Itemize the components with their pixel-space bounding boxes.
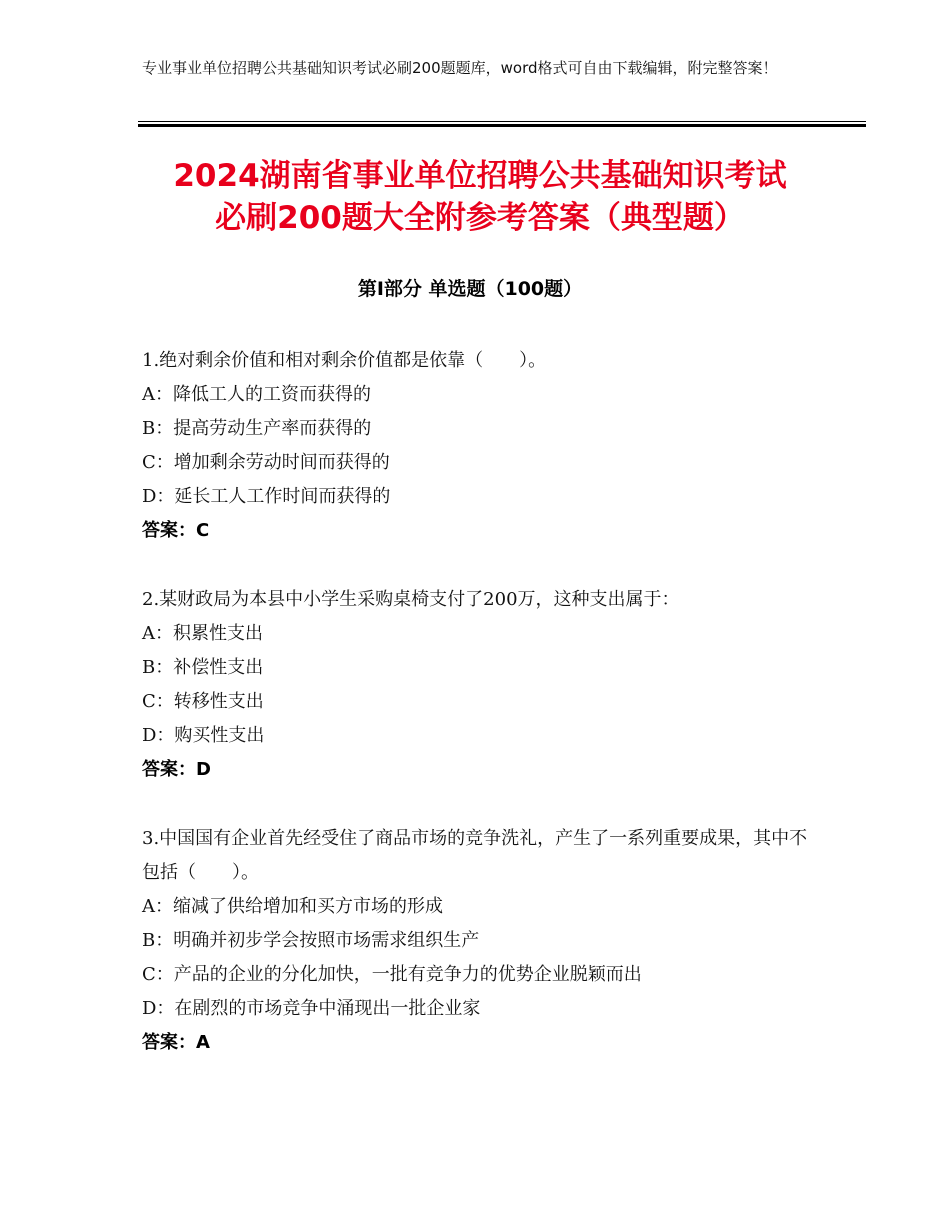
option-b: B：补偿性支出 — [142, 657, 264, 678]
option-b: B：明确并初步学会按照市场需求组织生产 — [142, 930, 480, 951]
header-divider-thin — [138, 121, 866, 122]
question-2 — [142, 583, 812, 787]
option-b: B：提高劳动生产率而获得的 — [142, 418, 372, 439]
header-divider-thick — [138, 124, 866, 127]
document-title-line-2: 必刷200题大全附参考答案（典型题） — [215, 200, 745, 236]
answer-label: 答案：D — [142, 759, 211, 780]
option-a: A：降低工人的工资而获得的 — [142, 384, 371, 405]
question-stem: 1.绝对剩余价值和相对剩余价值都是依靠（ ）。 — [142, 350, 547, 371]
document-title — [100, 155, 860, 239]
option-d: D：购买性支出 — [142, 725, 265, 746]
option-a: A：缩减了供给增加和买方市场的形成 — [142, 896, 443, 917]
answer-label: 答案：C — [142, 520, 210, 541]
question-1 — [142, 344, 812, 548]
option-d: D：在剧烈的市场竞争中涌现出一批企业家 — [142, 998, 481, 1019]
option-c: C：产品的企业的分化加快，一批有竞争力的优势企业脱颖而出 — [142, 964, 642, 985]
option-a: A：积累性支出 — [142, 623, 263, 644]
header-note: 专业事业单位招聘公共基础知识考试必刷200题题库，word格式可自由下载编辑，附完整答案！ — [142, 59, 778, 77]
document-title-line-1: 2024湖南省事业单位招聘公共基础知识考试 — [173, 158, 787, 194]
option-d: D：延长工人工作时间而获得的 — [142, 486, 391, 507]
option-c: C：增加剩余劳动时间而获得的 — [142, 452, 390, 473]
question-stem: 2.某财政局为本县中小学生采购桌椅支付了200万，这种支出属于： — [142, 589, 680, 610]
section-heading: 第Ⅰ部分 单选题（100题） — [357, 278, 583, 300]
option-c: C：转移性支出 — [142, 691, 264, 712]
question-stem: 3.中国国有企业首先经受住了商品市场的竞争洗礼，产生了一系列重要成果，其中不包括（ ）。 — [142, 828, 808, 883]
question-3 — [142, 822, 812, 1060]
answer-label: 答案：A — [142, 1032, 210, 1053]
